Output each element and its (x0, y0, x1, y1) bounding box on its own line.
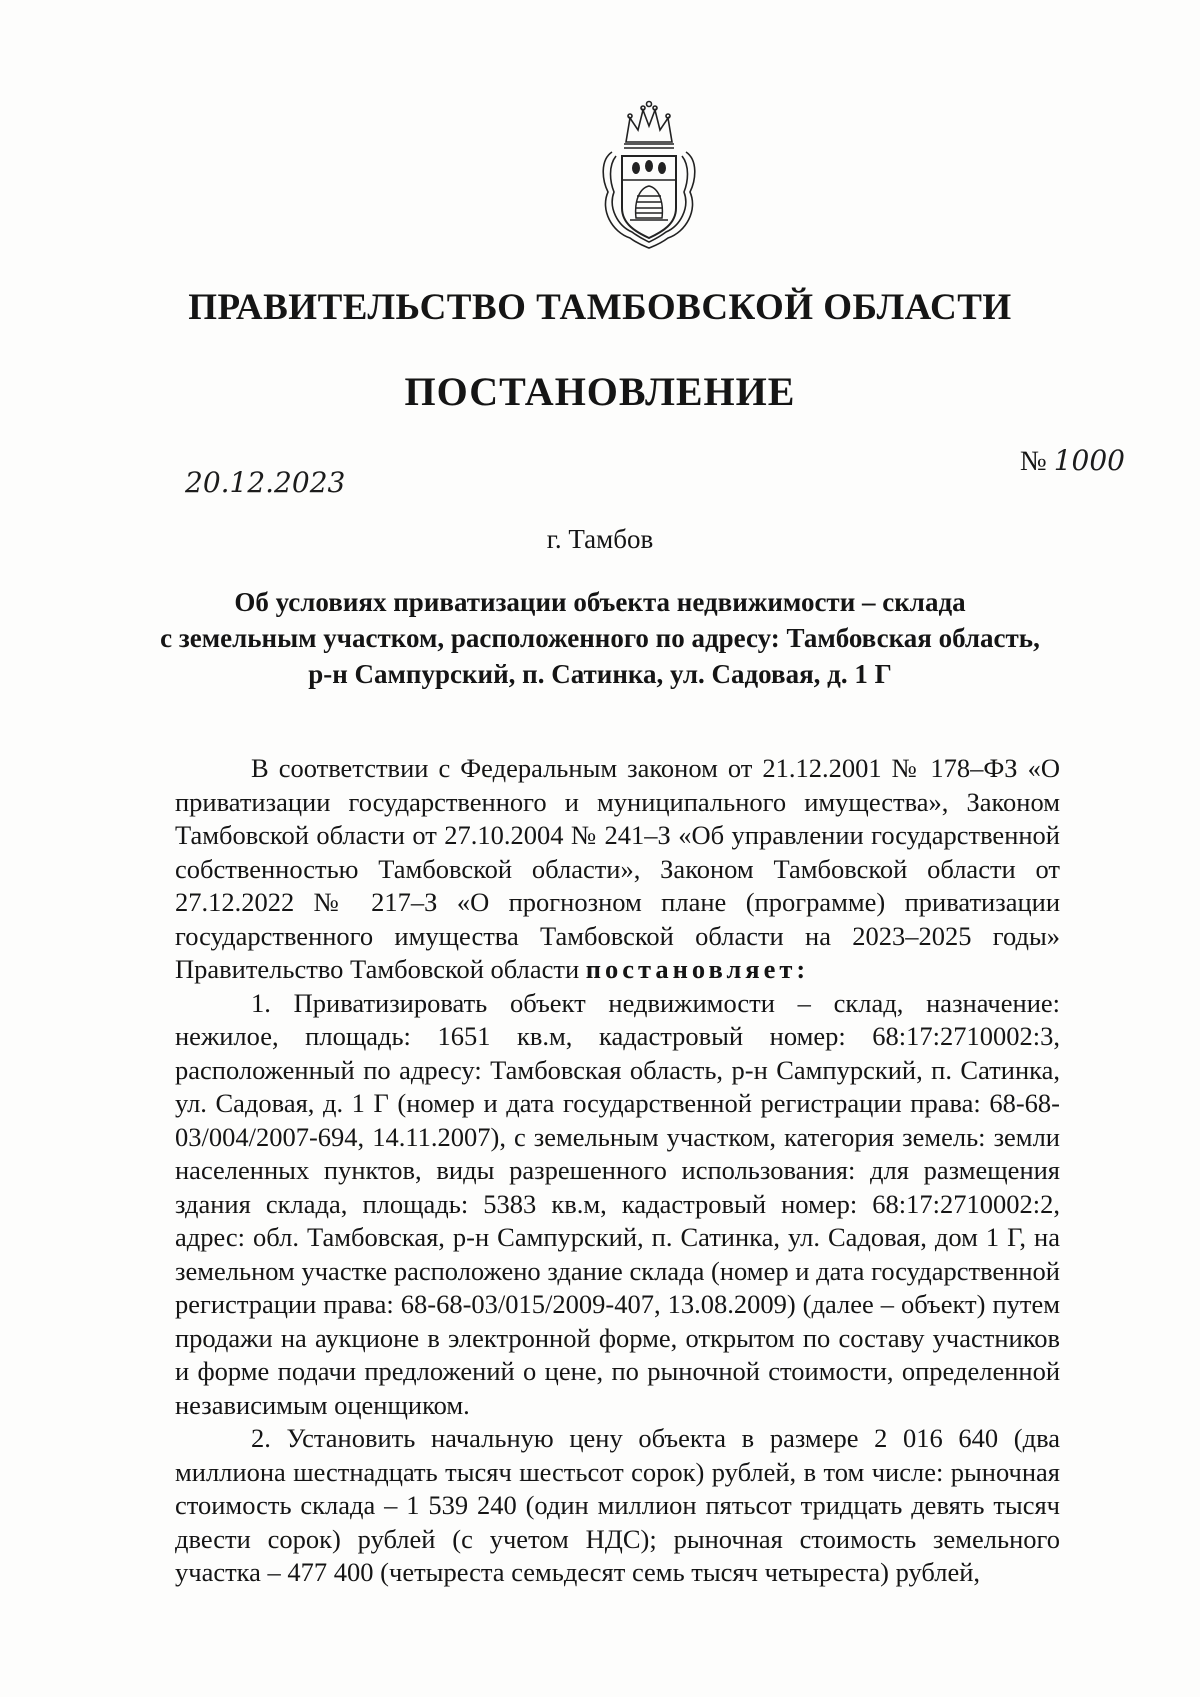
subject-line-2: с земельным участком, расположенного по адресу: Тамбовская область, (160, 623, 1040, 653)
document-number (1020, 444, 1125, 478)
decree-word: постановляет: (585, 954, 810, 984)
document-subject (160, 584, 1040, 692)
subject-line-1: Об условиях приватизации объекта недвижимости – склада (234, 587, 966, 617)
subject-line-3: р-н Сампурский, п. Сатинка, ул. Садовая, д. 1 Г (308, 659, 892, 689)
city-line: г. Тамбов (546, 524, 654, 554)
tambov-coat-of-arms-icon (590, 100, 708, 250)
item-2-paragraph: 2. Установить начальную цену объекта в размере 2 016 640 (два миллиона шестнадцать тысяч шестьсот сорок) рублей, в том числе: рыночная стоимость склада – 1 539 240 (один миллион пятьсот тридцать девять тысяч двести сорок) рублей (с учетом НДС); рыночная стоимость земельного участка – 477 400 (четыреста семьдесят семь тысяч четыреста) рублей, (175, 1423, 1060, 1587)
item-1-paragraph: 1. Приватизировать объект недвижимости – склад, назначение: нежилое, площадь: 1651 кв.м, кадастровый номер: 68:17:2710002:3, расположенный по адресу: Тамбовская область, р-н Сампурский, п. Сатинка, ул. Садовая, д. 1 Г (номер и дата государственной регистрации права: 68-68-03/004/2007-694, 14.11.2007), с земельным участком, категория земель: земли населенных пунктов, виды разрешенного использования: для размещения здания склада, площадь: 5383 кв.м, кадастровый номер: 68:17:2710002:2, адрес: обл. Тамбовская, р-н Сампурский, п. Сатинка, ул. Садовая, дом 1 Г, на земельном участке расположено здание склада (номер и дата государственной регистрации права: 68-68-03/015/2009-407, 13.08.2009) (далее – объект) путем продажи на аукционе в электронной форме, открытом по составу участников и форме подачи предложений о цене, по рыночной стоимости, определенной независимым оценщиком. (175, 987, 1060, 1420)
number-value: 1000 (1053, 444, 1125, 477)
document-type-heading: ПОСТАНОВЛЕНИЕ (404, 369, 796, 414)
document-date: 20.12.2023 (185, 466, 346, 499)
preamble-text: В соответствии с Федеральным законом от 21.12.2001 № 178–ФЗ «О приватизации государственного и муниципального имущества», Законом Тамбовской области от 27.10.2004 № 241–З «Об управлении государственной собственностью Тамбовской области», Законом Тамбовской области от 27.12.2022 № 217–З «О прогнозном плане (программе) приватизации государственного имущества Тамбовской области на 2023–2025 годы» Правительство Тамбовской области (175, 753, 1060, 984)
preamble-paragraph (175, 752, 1060, 987)
number-sign: № (1020, 446, 1047, 477)
organization-title: ПРАВИТЕЛЬСТВО ТАМБОВСКОЙ ОБЛАСТИ (188, 287, 1012, 328)
document-body (175, 752, 1060, 1590)
